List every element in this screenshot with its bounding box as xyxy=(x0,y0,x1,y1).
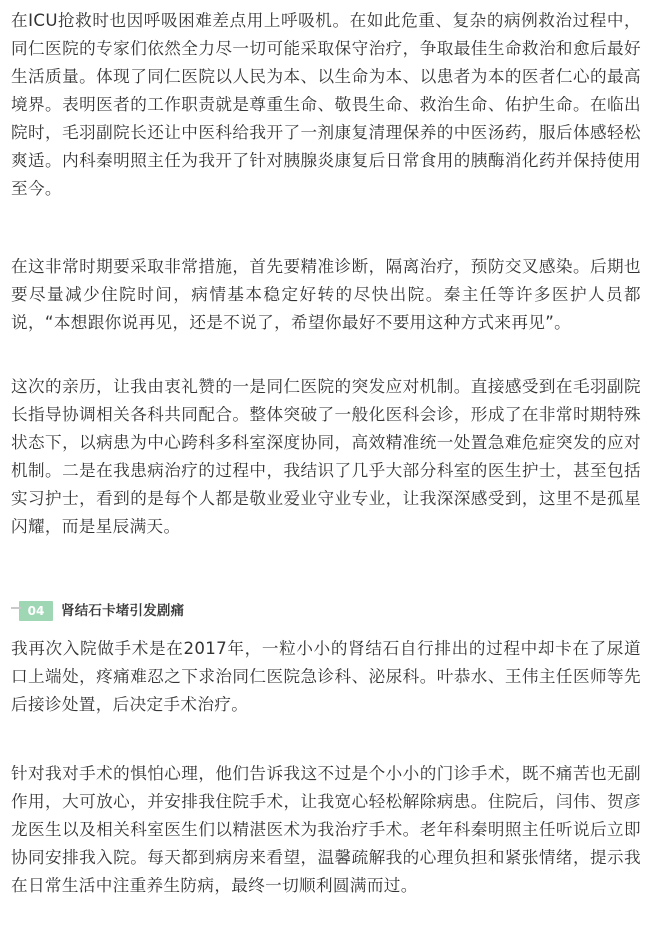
paragraph-surgery-care: 针对我对手术的惧怕心理，他们告诉我这不过是个小小的门诊手术，既不痛苦也无副作用，大可放心，并安排我住院手术，让我宽心轻松解除病患。住院后，闫伟、贺彦龙医生以及相关科室医生们以精湛医术为我治疗手术。老年科秦明照主任听说后立即协同安排我入院。每天都到病房来看望，温馨疏解我的心理负担和紧张情绪，提示我在日常生活中注重养生防病，最终一切顺利圆满而过。 xyxy=(11,764,641,895)
paragraph-kidney-stone: 我再次入院做手术是在2017年，一粒小小的肾结石自行排出的过程中却卡在了尿道口上端处，疼痛难忍之下求治同仁医院急诊科、泌尿科。叶恭水、王伟主任医师等先后接诊处置，后决定手术治疗。 xyxy=(11,639,641,714)
section-heading xyxy=(11,597,641,625)
section-title: 肾结石卡堵引发剧痛 xyxy=(61,603,185,619)
section-number-badge: 04 xyxy=(19,601,53,621)
paragraph-special-measures: 在这非常时期要采取非常措施，首先要精准诊断，隔离治疗，预防交叉感染。后期也要尽量减少住院时间，病情基本稳定好转的尽快出院。秦主任等许多医护人员都说，“本想跟你说再见，还是不说了，希望你最好不要用这种方式来再见”。 xyxy=(11,257,641,332)
paragraph-emergency-mechanism: 这次的亲历，让我由衷礼赞的一是同仁医院的突发应对机制。直接感受到在毛羽副院长指导协调相关各科共同配合。整体突破了一般化医科会诊，形成了在非常时期特殊状态下，以病患为中心跨科多科室深度协同，高效精准统一处置急难危症突发的应对机制。二是在我患病治疗的过程中，我结识了几乎大部分科室的医生护士，甚至包括实习护士，看到的是每个人都是敬业爱业守业专业，让我深深感受到，这里不是孤星闪耀，而是星辰满天。 xyxy=(11,377,641,536)
paragraph-icu-treatment: 在ICU抢救时也因呼吸困难差点用上呼吸机。在如此危重、复杂的病例救治过程中，同仁医院的专家们依然全力尽一切可能采取保守治疗，争取最佳生命救治和愈后最好生活质量。体现了同仁医院以人民为本、以生命为本、以患者为本的医者仁心的最高境界。表明医者的工作职责就是尊重生命、敬畏生命、救治生命、佑护生命。在临出院时，毛羽副院长还让中医科给我开了一剂康复清理保养的中医汤药，服后体感轻松爽适。内科秦明照主任为我开了针对胰腺炎康复后日常食用的胰酶消化药并保持使用至今。 xyxy=(11,11,641,198)
